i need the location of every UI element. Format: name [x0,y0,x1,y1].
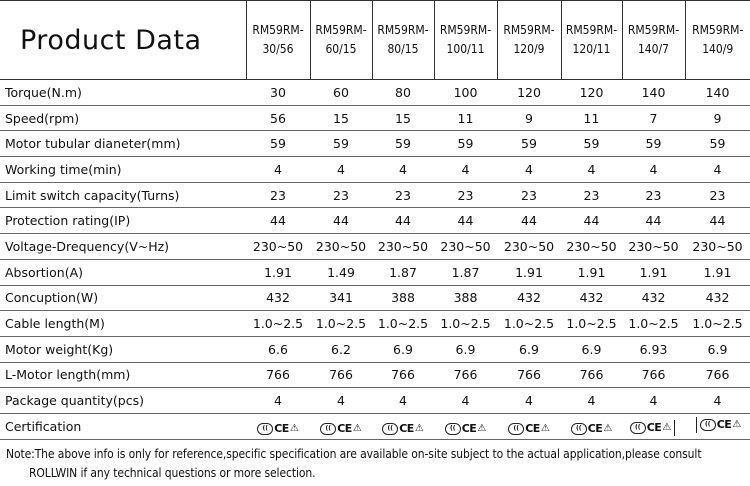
model-name-part: RM59RM- [315,23,367,37]
table-cell: 140 [685,80,750,106]
table-cell: 4 [434,388,497,414]
table-cell: 23 [246,182,310,208]
table-cell: 59 [622,131,685,157]
table-row [0,208,750,234]
table-cell: 4 [372,157,434,183]
certification-cell [561,413,622,439]
table-cell: 11 [561,105,622,131]
table-cell: 59 [372,131,434,157]
table-cell: 4 [622,157,685,183]
table-cell: 1.87 [434,259,497,285]
warning-triangle-icon: ⚠ [603,423,613,435]
table-cell: 1.91 [561,259,622,285]
table-row [0,259,750,285]
model-header [434,1,497,80]
table-cell: 4 [246,157,310,183]
table-cell: 1.49 [310,259,372,285]
table-cell: 432 [561,285,622,311]
compliance-mark-icon: (( [320,423,336,435]
model-name-part: RM59RM- [252,23,304,37]
certification-cell [685,413,750,439]
row-label: Torque(N.m) [0,80,246,106]
table-cell: 1.0~2.5 [310,311,372,337]
table-cell: 1.0~2.5 [434,311,497,337]
certification-marks-icon [257,422,299,435]
model-name-part: 80/15 [387,42,419,56]
table-cell: 80 [372,80,434,106]
table-cell: 388 [372,285,434,311]
table-cell: 766 [622,362,685,388]
model-name-part: 140/9 [702,42,734,56]
model-name-part: RM59RM- [377,23,429,37]
table-cell: 59 [310,131,372,157]
table-cell: 23 [372,182,434,208]
table-cell: 766 [434,362,497,388]
table-cell: 59 [497,131,561,157]
table-cell: 1.0~2.5 [561,311,622,337]
model-header [246,1,310,80]
table-cell: 1.91 [246,259,310,285]
divider [696,417,697,433]
row-label: Limit switch capacity(Turns) [0,182,246,208]
table-cell: 1.0~2.5 [497,311,561,337]
certification-marks-icon [445,422,487,435]
table-cell: 4 [246,388,310,414]
table-cell: 230~50 [246,234,310,260]
ce-mark-icon: CE [716,418,732,432]
table-cell: 7 [622,105,685,131]
table-cell: 6.9 [561,336,622,362]
row-label: L-Motor length(mm) [0,362,246,388]
ce-mark-icon: CE [399,422,414,436]
certification-marks-icon [320,422,362,435]
table-cell: 230~50 [310,234,372,260]
table-cell: 230~50 [497,234,561,260]
table-cell: 432 [622,285,685,311]
page-title: Product Data [0,1,246,80]
model-name-part: 60/15 [325,42,357,56]
model-name-part: RM59RM- [565,23,618,37]
divider [674,420,675,436]
table-cell: 766 [372,362,434,388]
ce-mark-icon: CE [461,422,477,436]
table-cell: 4 [497,157,561,183]
table-cell: 766 [561,362,622,388]
compliance-mark-icon: (( [257,423,273,435]
table-row [0,131,750,157]
table-cell: 1.87 [372,259,434,285]
row-label: Absortion(A) [0,259,246,285]
table-row [0,157,750,183]
ce-mark-icon: CE [525,422,540,436]
table-cell: 4 [561,388,622,414]
table-cell: 9 [497,105,561,131]
certification-marks-icon [571,422,613,435]
table-cell: 1.0~2.5 [246,311,310,337]
table-cell: 1.0~2.5 [622,311,685,337]
table-row [0,388,750,414]
table-cell: 23 [434,182,497,208]
table-cell: 388 [434,285,497,311]
table-cell: 1.0~2.5 [685,311,750,337]
table-cell: 59 [685,131,750,157]
table-cell: 1.91 [497,259,561,285]
row-label: Motor tubular dianeter(mm) [0,131,246,157]
table-cell: 4 [685,157,750,183]
model-name-part: 30/56 [262,42,294,56]
model-name-part: RM59RM- [692,23,744,37]
model-header [310,1,372,80]
footnote [6,445,748,483]
table-cell: 766 [246,362,310,388]
table-cell: 23 [622,182,685,208]
table-row [0,336,750,362]
ce-mark-icon: CE [274,422,289,436]
table-body [0,80,750,440]
warning-triangle-icon: ⚠ [352,423,362,435]
row-label: Motor weight(Kg) [0,336,246,362]
certification-cell [246,413,310,439]
table-cell: 59 [434,131,497,157]
row-label: Certification [0,413,246,439]
compliance-mark-icon: (( [700,419,716,431]
model-header [497,1,561,80]
table-cell: 432 [497,285,561,311]
table-cell: 230~50 [561,234,622,260]
table-cell: 230~50 [622,234,685,260]
certification-row [0,413,750,439]
certification-marks-icon [630,420,678,436]
ce-mark-icon: CE [337,422,352,436]
table-cell: 44 [310,208,372,234]
ce-mark-icon: CE [646,421,662,435]
warning-triangle-icon: ⚠ [540,423,550,435]
compliance-mark-icon: (( [445,423,461,435]
note-line-1: Note:The above info is only for reference,specific specification are available on-site subject to the actual application,please consult [6,447,702,461]
table-cell: 15 [372,105,434,131]
table-cell: 120 [561,80,622,106]
table-cell: 4 [372,388,434,414]
table-cell: 44 [622,208,685,234]
table-cell: 766 [310,362,372,388]
compliance-mark-icon: (( [630,422,646,434]
table-cell: 23 [497,182,561,208]
table-cell: 100 [434,80,497,106]
certification-cell [434,413,497,439]
table-cell: 1.0~2.5 [372,311,434,337]
row-label: Voltage-Drequency(V~Hz) [0,234,246,260]
table-cell: 44 [561,208,622,234]
table-cell: 6.9 [497,336,561,362]
warning-triangle-icon: ⚠ [477,423,487,435]
table-row [0,105,750,131]
table-cell: 1.91 [622,259,685,285]
table-cell: 230~50 [372,234,434,260]
table-cell: 59 [561,131,622,157]
table-cell: 44 [246,208,310,234]
certification-cell [310,413,372,439]
model-header [372,1,434,80]
table-cell: 9 [685,105,750,131]
table-cell: 341 [310,285,372,311]
model-name-part: 100/11 [446,42,485,56]
row-label: Cable length(M) [0,311,246,337]
row-label: Package quantity(pcs) [0,388,246,414]
table-cell: 230~50 [685,234,750,260]
model-name-part: 120/11 [572,42,611,56]
table-cell: 6.9 [434,336,497,362]
certification-cell [372,413,434,439]
table-cell: 44 [685,208,750,234]
model-name-part: 140/7 [637,42,670,56]
table-cell: 44 [497,208,561,234]
model-header [561,1,622,80]
model-name-part: 120/9 [513,42,545,56]
table-cell: 44 [434,208,497,234]
table-cell: 4 [497,388,561,414]
table-cell: 4 [622,388,685,414]
table-cell: 30 [246,80,310,106]
table-cell: 15 [310,105,372,131]
row-label: Concuption(W) [0,285,246,311]
compliance-mark-icon: (( [571,423,587,435]
table-cell: 230~50 [434,234,497,260]
table-cell: 6.9 [372,336,434,362]
table-cell: 6.2 [310,336,372,362]
certification-marks-icon [508,422,550,435]
table-row [0,362,750,388]
table-row [0,182,750,208]
row-label: Speed(rpm) [0,105,246,131]
warning-triangle-icon: ⚠ [732,419,742,431]
table-cell: 44 [372,208,434,234]
table-cell: 432 [246,285,310,311]
table-row [0,311,750,337]
table-cell: 6.93 [622,336,685,362]
certification-marks-icon [694,417,742,433]
model-name-part: RM59RM- [627,23,680,37]
table-cell: 6.9 [685,336,750,362]
certification-cell [622,413,685,439]
model-header [622,1,685,80]
table-cell: 56 [246,105,310,131]
table-row [0,234,750,260]
table-cell: 432 [685,285,750,311]
table-cell: 59 [246,131,310,157]
certification-marks-icon [382,422,424,435]
table-cell: 1.91 [685,259,750,285]
warning-triangle-icon: ⚠ [289,423,299,435]
table-header-row [0,1,750,80]
model-name-part: RM59RM- [439,23,492,37]
table-cell: 11 [434,105,497,131]
warning-triangle-icon: ⚠ [414,423,424,435]
table-cell: 766 [685,362,750,388]
table-cell: 6.6 [246,336,310,362]
compliance-mark-icon: (( [508,423,524,435]
model-name-part: RM59RM- [503,23,555,37]
compliance-mark-icon: (( [382,423,398,435]
row-label: Working time(min) [0,157,246,183]
table-cell: 4 [310,157,372,183]
table-cell: 4 [434,157,497,183]
table-cell: 23 [685,182,750,208]
table-cell: 4 [685,388,750,414]
table-cell: 766 [497,362,561,388]
table-row [0,80,750,106]
note-line-2: ROLLWIN if any technical questions or more selection. [29,466,316,480]
row-label: Protection rating(IP) [0,208,246,234]
model-header [685,1,750,80]
certification-cell [497,413,561,439]
table-cell: 4 [310,388,372,414]
table-cell: 120 [497,80,561,106]
table-cell: 140 [622,80,685,106]
table-cell: 23 [561,182,622,208]
warning-triangle-icon: ⚠ [662,422,672,434]
table-cell: 60 [310,80,372,106]
ce-mark-icon: CE [587,422,603,436]
table-cell: 4 [561,157,622,183]
table-row [0,285,750,311]
table-cell: 23 [310,182,372,208]
